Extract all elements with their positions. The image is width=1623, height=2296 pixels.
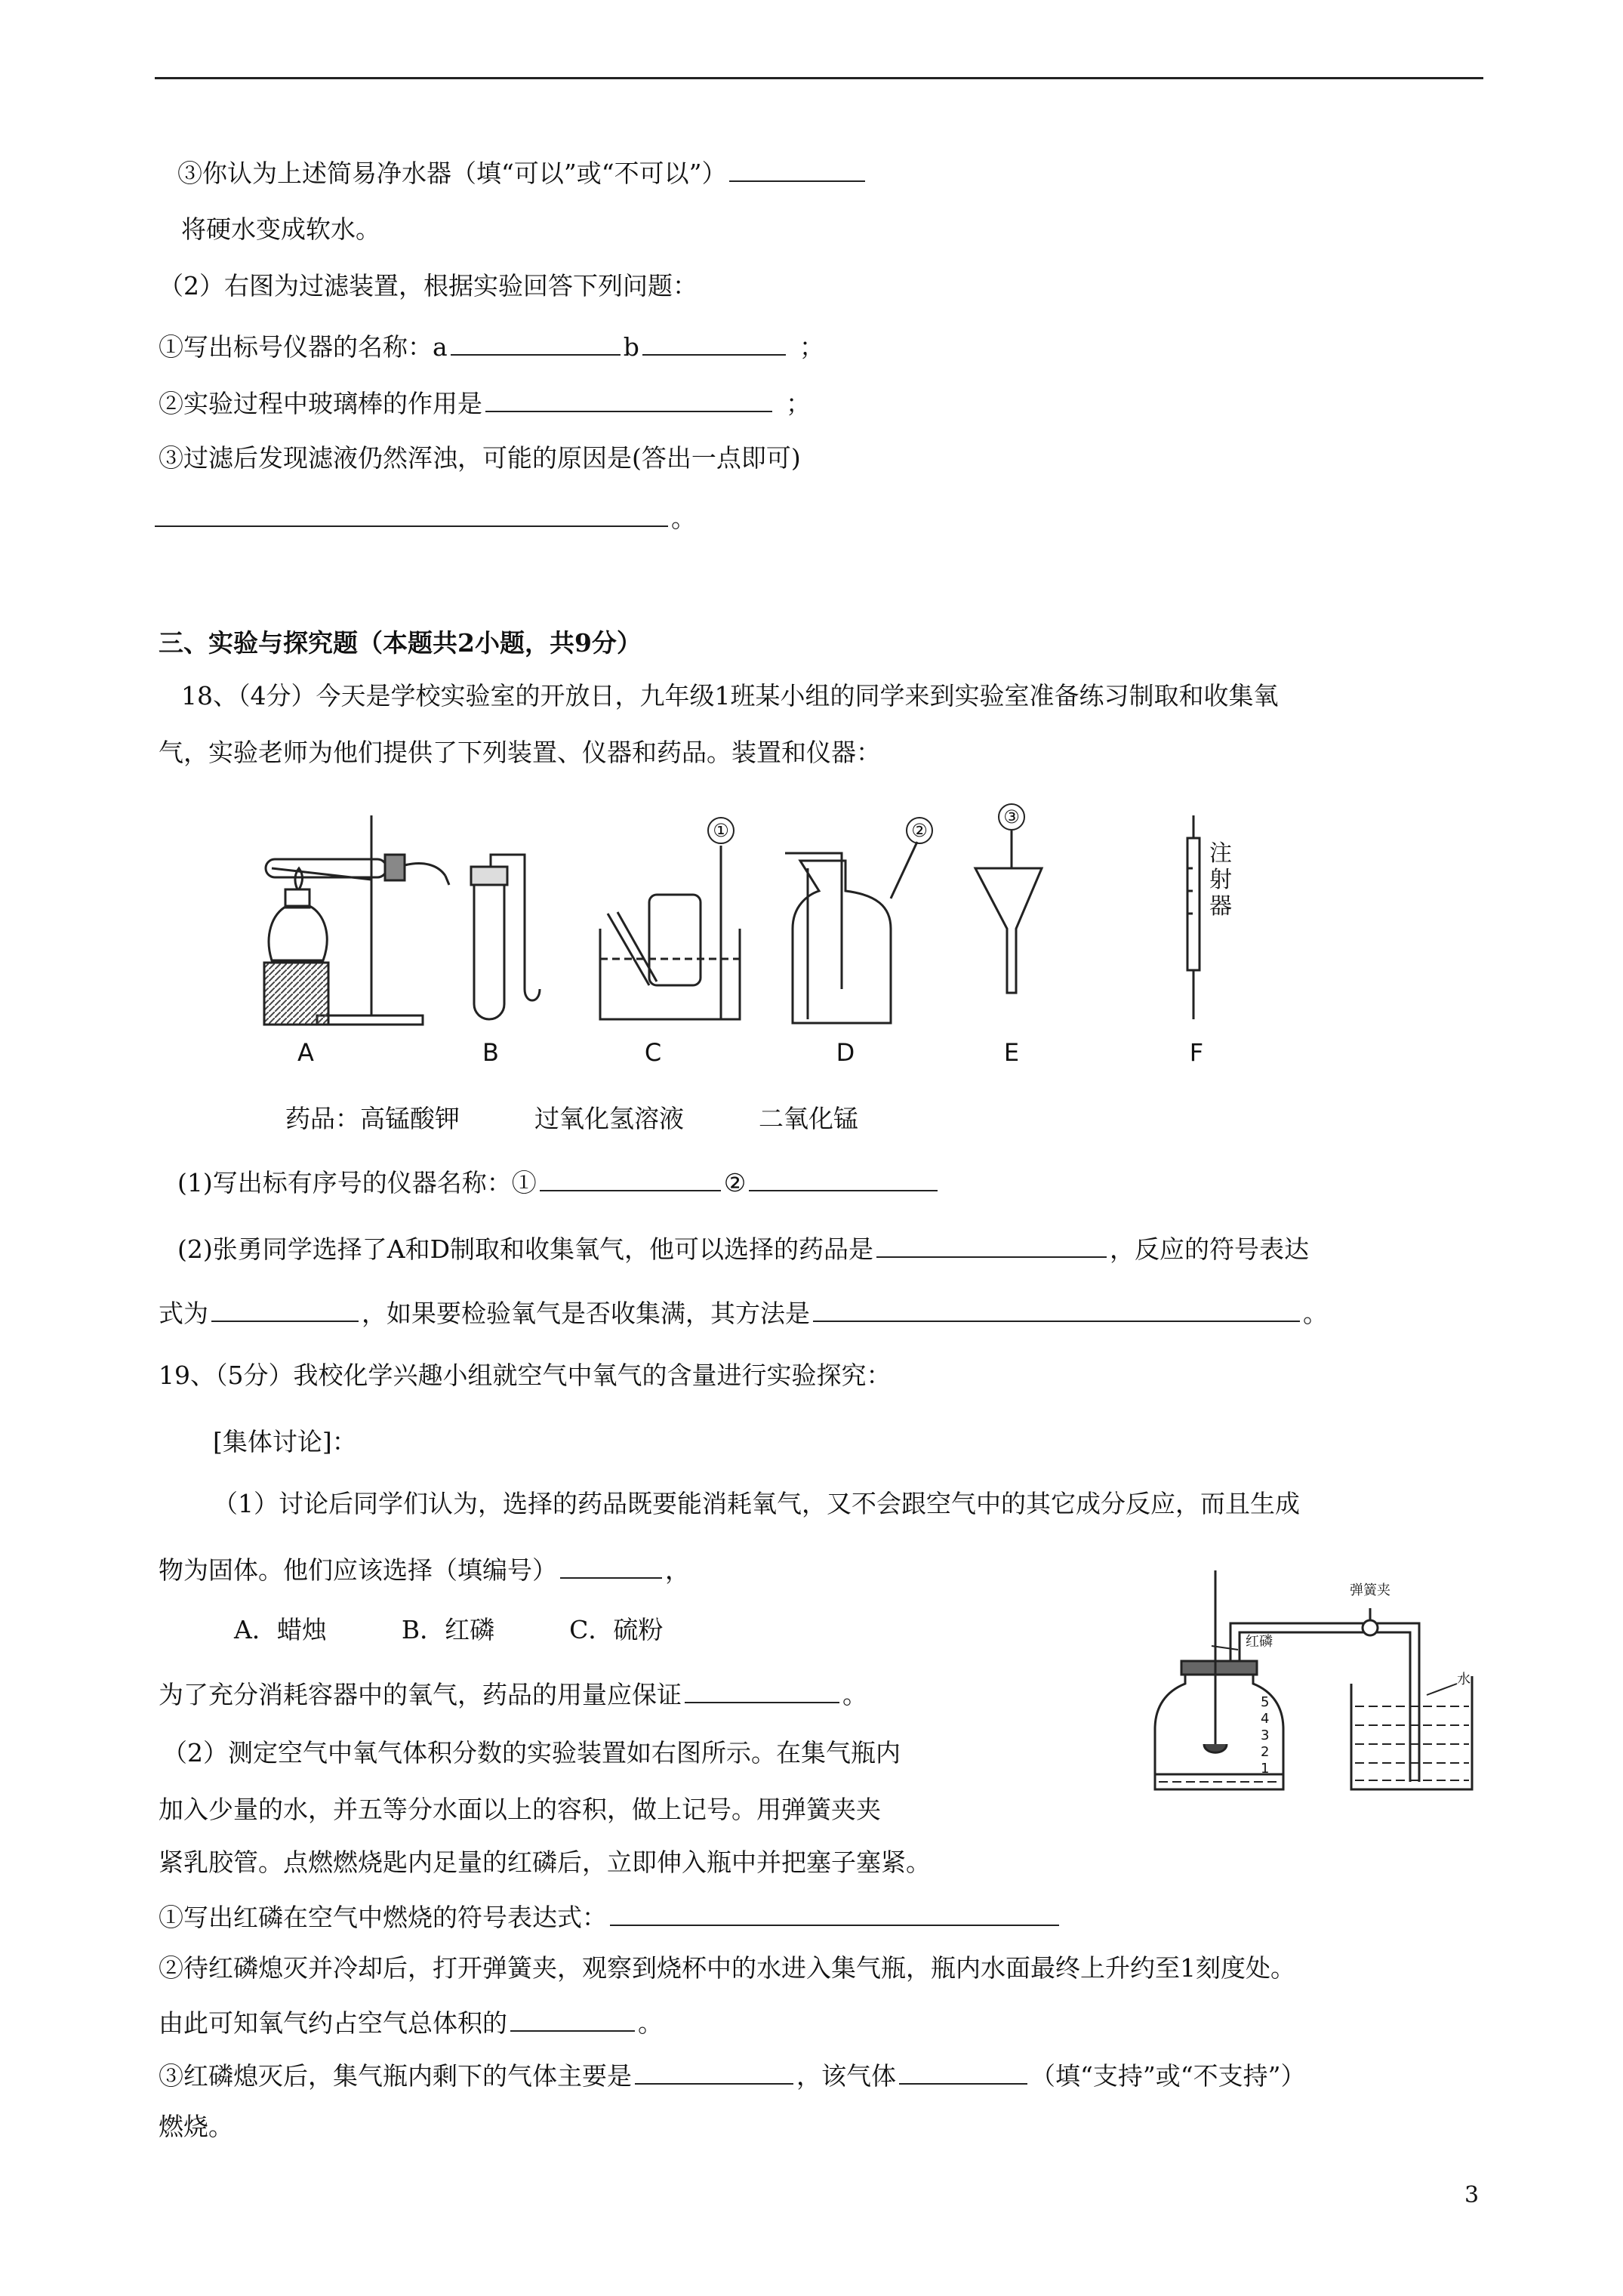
answer-blank-1[interactable] (540, 1164, 721, 1191)
page-number: 3 (1464, 2182, 1480, 2208)
text: (1)写出标有序号的仪器名称：① (177, 1168, 537, 1197)
answer-blank[interactable] (685, 1676, 839, 1703)
answer-blank[interactable] (876, 1231, 1107, 1258)
q19-2-line1: （2）测定空气中氧气体积分数的实验装置如右图所示。在集气瓶内 (162, 1738, 901, 1767)
scale-4: 4 (1261, 1711, 1270, 1727)
q19-options: A．蜡烛 B．红磷 C．硫粉 (234, 1615, 664, 1644)
drugs-line: 药品：高锰酸钾 过氧化氢溶液 二氧化锰 (285, 1104, 858, 1133)
q18-2 (177, 1231, 1309, 1266)
answer-blank-2[interactable] (749, 1164, 938, 1191)
text: 物为固体。他们应该选择（填编号） (159, 1555, 557, 1585)
label-d: D (836, 1038, 855, 1067)
text: 。 (1303, 1299, 1328, 1328)
q19-2-step3-end: 燃烧。 (159, 2112, 233, 2141)
answer-blank[interactable] (510, 2005, 635, 2032)
line-q17-3 (177, 155, 868, 190)
label-f: F (1189, 1038, 1204, 1067)
apparatus-e (975, 831, 1042, 993)
line-q17-2-3-answer (155, 500, 696, 535)
q19-2-step3 (159, 2057, 1305, 2093)
apparatus-d (785, 842, 917, 1023)
water-label: 水 (1457, 1672, 1471, 1687)
line-q17-2-1 (159, 328, 824, 364)
text: （填“支持”或“不支持”） (1030, 2061, 1306, 2091)
text: 。 (842, 1680, 867, 1709)
q18-3 (159, 1295, 1328, 1330)
line-q17-2-3: ③过滤后发现滤液仍然浑浊，可能的原因是(答出一点即可) (159, 443, 801, 473)
scale-2: 2 (1261, 1744, 1270, 1760)
scale-5: 5 (1261, 1694, 1270, 1710)
answer-blank[interactable] (211, 1295, 359, 1322)
text: ③红磷熄灭后，集气瓶内剩下的气体主要是 (159, 2061, 632, 2091)
answer-blank[interactable] (610, 1899, 1059, 1926)
text: ①写出红磷在空气中燃烧的符号表达式： (159, 1903, 607, 1932)
text: ， (665, 1555, 690, 1585)
answer-blank-a[interactable] (451, 328, 621, 356)
text: (2)张勇同学选择了A和D制取和收集氧气，他可以选择的药品是 (177, 1234, 874, 1264)
text: ； (799, 332, 824, 362)
text: ，如果要检验氧气是否收集满，其方法是 (362, 1299, 810, 1328)
text: ①写出标号仪器的名称：a (159, 332, 448, 362)
q19-title: 19、（5分）我校化学兴趣小组就空气中氧气的含量进行实验探究： (159, 1361, 892, 1390)
apparatus-b (471, 855, 540, 1019)
section-title: 三、实验与探究题（本题共2小题，共9分） (159, 628, 642, 658)
q19-2-line3: 紧乳胶管。点燃燃烧匙内足量的红磷后，立即伸入瓶中并把塞子塞紧。 (159, 1848, 931, 1877)
text: 。 (671, 504, 696, 533)
label-e: E (1003, 1038, 1020, 1067)
label-b: B (482, 1038, 499, 1067)
answer-blank-b[interactable] (642, 328, 786, 356)
label-a: A (297, 1038, 314, 1067)
apparatus-c (600, 846, 740, 1019)
label-c: C (644, 1038, 662, 1067)
answer-blank[interactable] (899, 2057, 1027, 2085)
header-rule (155, 77, 1483, 79)
q18-1 (177, 1164, 941, 1200)
oxygen-setup-figure (1140, 1555, 1487, 1804)
q19-2-step1 (159, 1899, 1062, 1934)
answer-blank[interactable] (485, 385, 772, 412)
marker-1: ① (713, 820, 729, 841)
line-q17-2: （2）右图为过滤装置，根据实验回答下列问题： (159, 271, 698, 300)
scale-1: 1 (1261, 1761, 1270, 1777)
marker-3: ③ (1003, 806, 1020, 827)
q19-discuss: [集体讨论]： (213, 1427, 357, 1456)
marker-2: ② (911, 820, 928, 841)
text: 为了充分消耗容器中的氧气，药品的用量应保证 (159, 1680, 682, 1709)
answer-blank[interactable] (635, 2057, 793, 2085)
q19-1-line2 (159, 1552, 690, 1587)
clamp-label: 弹簧夹 (1350, 1583, 1390, 1598)
scale-3: 3 (1261, 1727, 1270, 1743)
apparatus-f (1187, 815, 1200, 1019)
answer-blank[interactable] (813, 1295, 1300, 1322)
q19-1-line3 (159, 1676, 867, 1712)
phosphorus-label: 红磷 (1246, 1634, 1273, 1650)
q19-2-line2: 加入少量的水，并五等分水面以上的容积，做上记号。用弹簧夹夹 (159, 1795, 881, 1824)
answer-blank[interactable] (560, 1552, 662, 1579)
line-q17-3-cont: 将硬水变成软水。 (181, 214, 380, 244)
text: ②实验过程中玻璃棒的作用是 (159, 389, 482, 418)
q18-line1: 18、（4分）今天是学校实验室的开放日，九年级1班某小组的同学来到实验室准备练习制取和收集氧 (181, 681, 1279, 710)
text: ，该气体 (796, 2061, 896, 2091)
q18-line2: 气，实验老师为他们提供了下列装置、仪器和药品。装置和仪器： (159, 738, 881, 767)
syringe-char-3: 器 (1209, 893, 1232, 920)
line-q17-2-2 (159, 385, 811, 421)
text: 式为 (159, 1299, 208, 1328)
apparatus-a (264, 815, 449, 1025)
text: 。 (638, 2008, 663, 2038)
text: 由此可知氧气约占空气总体积的 (159, 2008, 507, 2038)
answer-blank[interactable] (729, 155, 865, 182)
text: ② (723, 1168, 747, 1197)
answer-blank[interactable] (155, 500, 668, 527)
text: ； (786, 389, 811, 418)
text: ③你认为上述简易净水器（填“可以”或“不可以”） (177, 159, 727, 188)
apparatus-figure (257, 800, 1313, 1072)
syringe-char-2: 射 (1209, 867, 1232, 893)
syringe-char-1: 注 (1209, 840, 1232, 867)
text: ，反应的符号表达 (1110, 1234, 1310, 1264)
q19-1-line1: （1）讨论后同学们认为，选择的药品既要能消耗氧气，又不会跟空气中的其它成分反应，而且生成 (213, 1489, 1300, 1518)
text: b (623, 332, 639, 362)
q19-2-step2b (159, 2005, 663, 2040)
q19-2-step2: ②待红磷熄灭并冷却后，打开弹簧夹，观察到烧杯中的水进入集气瓶，瓶内水面最终上升约至1刻度处。 (159, 1953, 1295, 1983)
